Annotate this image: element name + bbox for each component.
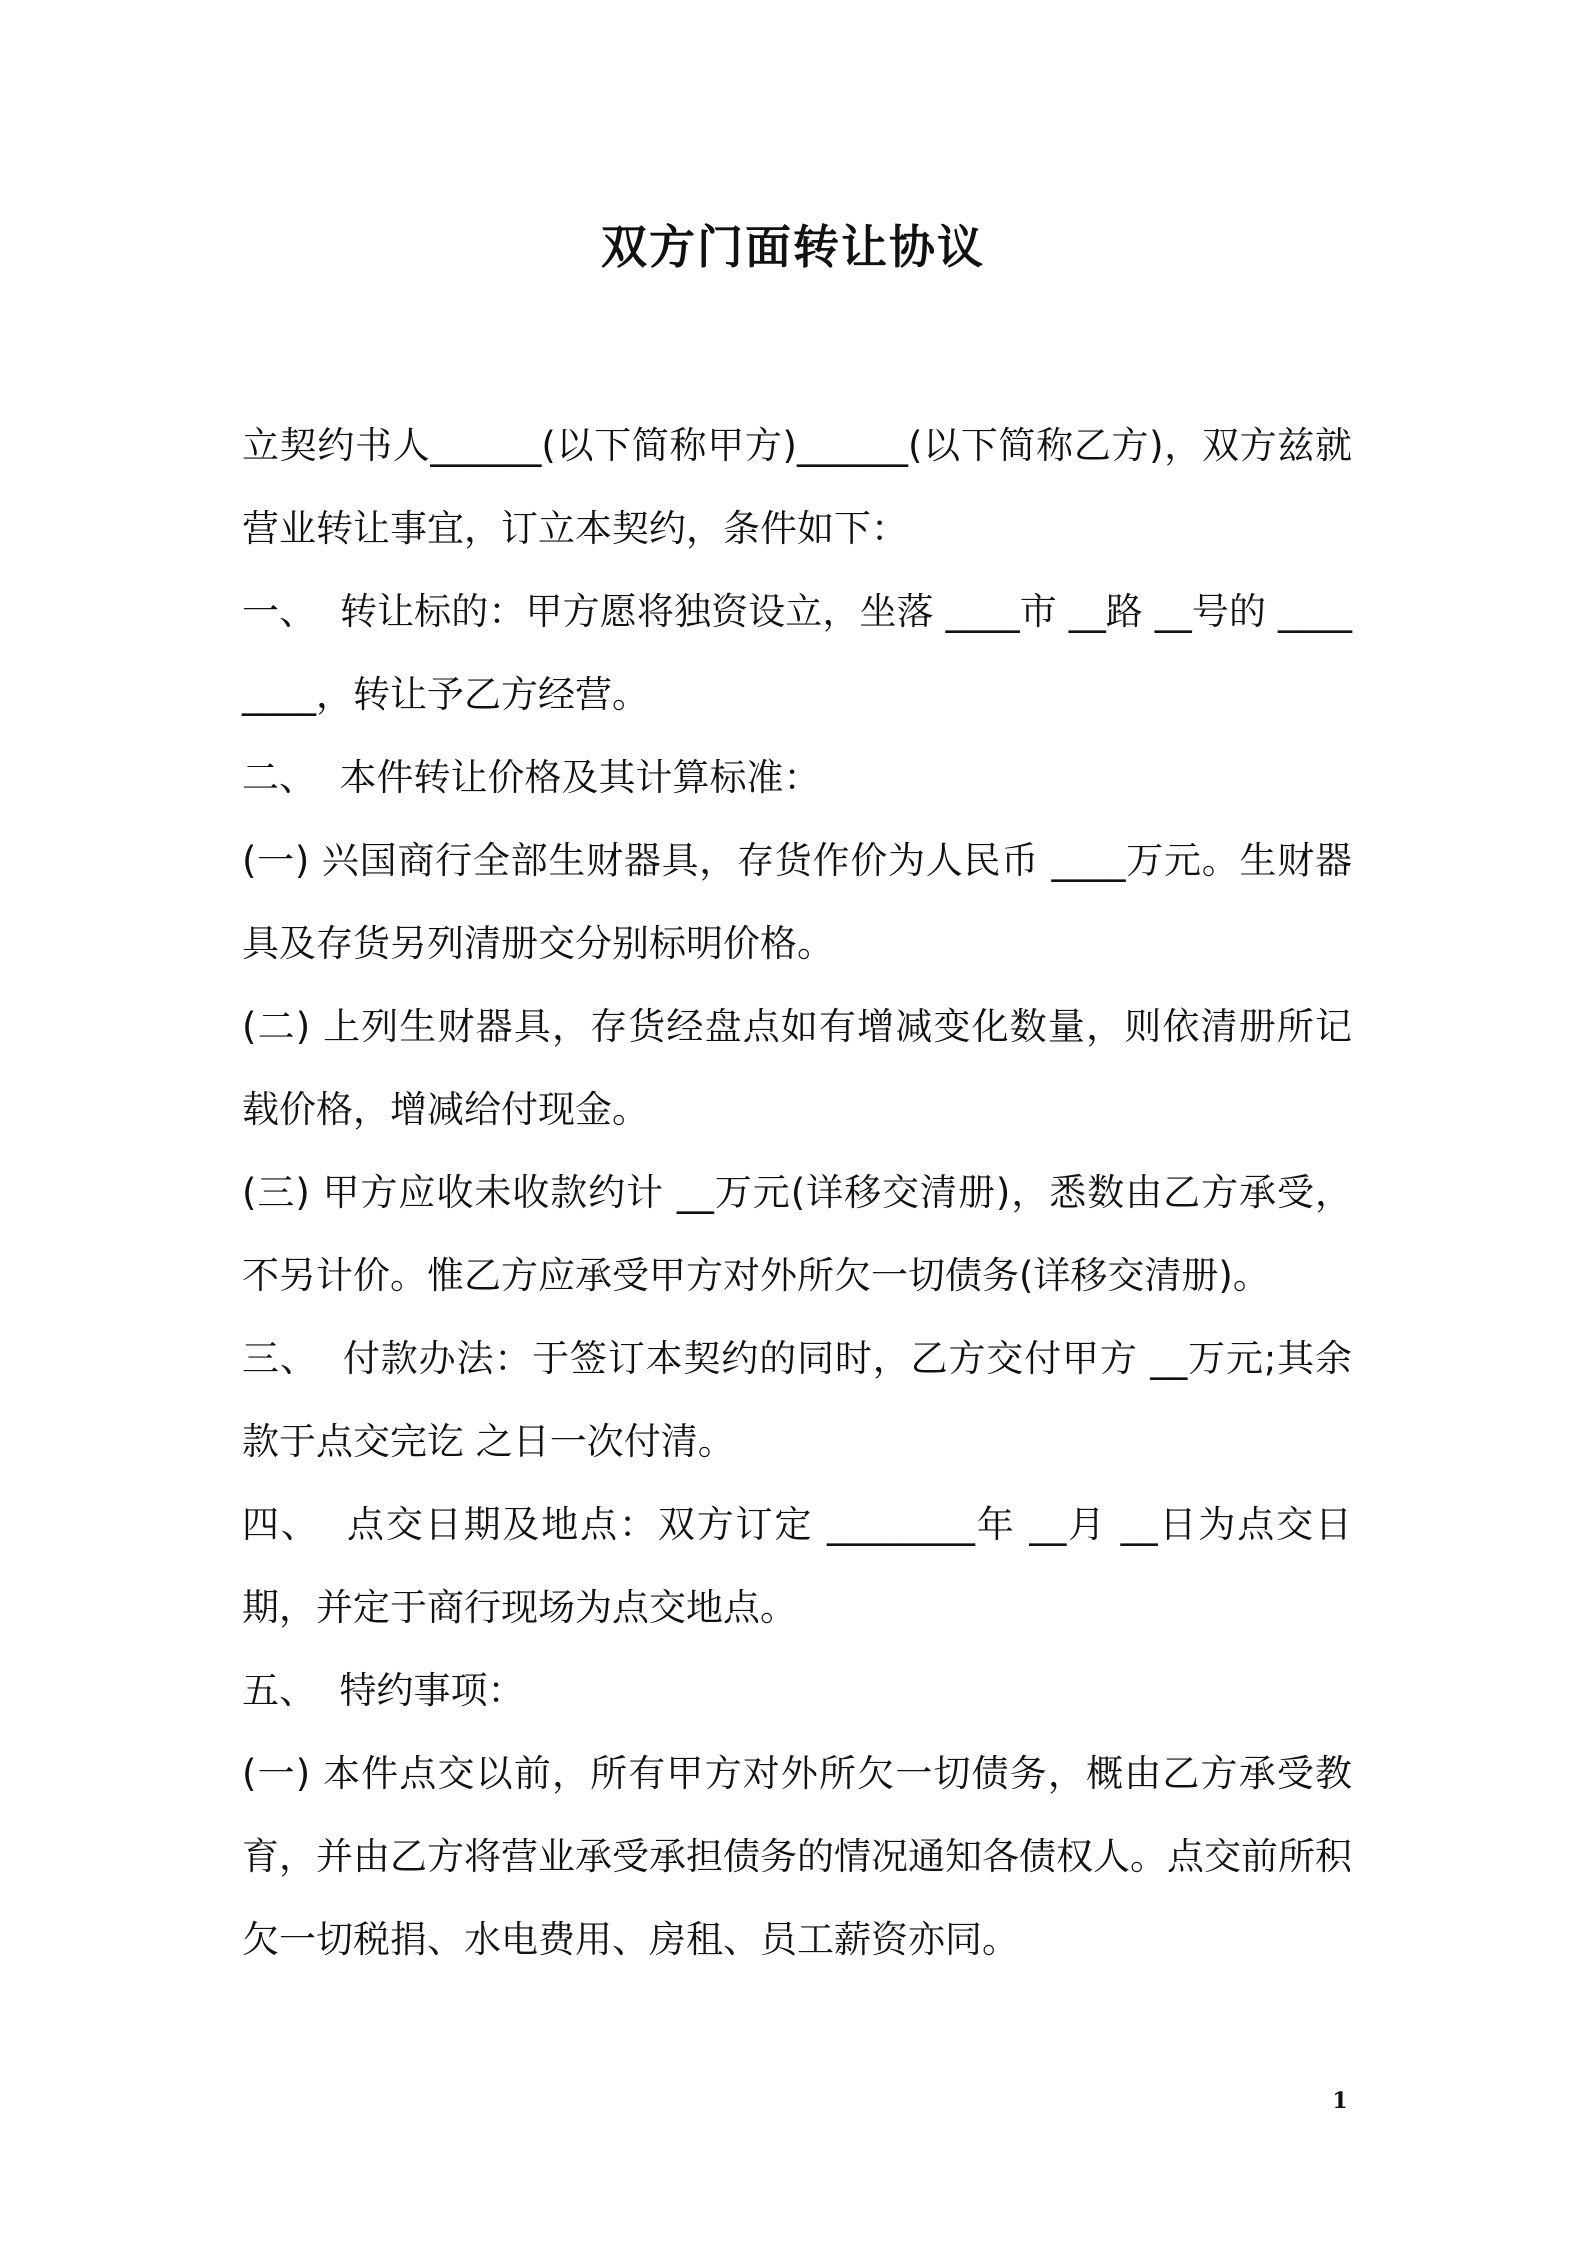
paragraph-clause-2-item-2: (二) 上列生财器具，存货经盘点如有增减变化数量，则依清册所记载价格，增减给付现金。	[242, 1005, 1352, 1131]
paragraph-clause-2: 二、 本件转让价格及其计算标准：	[242, 756, 821, 799]
page-number: 1	[1332, 2088, 1348, 2114]
paragraph-clause-4: 四、 点交日期及地点：双方订定 ________年 __月 __日为点交日期，并定于商行现场为点交地点。	[242, 1503, 1352, 1629]
paragraph-clause-5-item-1: (一) 本件点交以前，所有甲方对外所欠一切债务，概由乙方承受教育，并由乙方将营业承受承担债务的情况通知各债权人。点交前所积欠一切税捐、水电费用、房租、员工薪资亦同。	[242, 1752, 1352, 1961]
paragraph-clause-1: 一、 转让标的：甲方愿将独资设立，坐落 ____市 __路 __号的 ________，转让予乙方经营。	[242, 590, 1352, 716]
paragraph-clause-5: 五、 特约事项：	[242, 1669, 525, 1712]
paragraph-preamble: 立契约书人______(以下简称甲方)______(以下简称乙方)，双方兹就营业转让事宜，订立本契约，条件如下：	[242, 424, 1352, 550]
document-title: 双方门面转让协议	[601, 220, 985, 274]
document-body	[242, 404, 1352, 1981]
paragraph-clause-2-item-1: (一) 兴国商行全部生财器具，存货作价为人民币 ____万元。生财器具及存货另列清册交分别标明价格。	[242, 839, 1352, 965]
paragraph-clause-3: 三、 付款办法：于签订本契约的同时，乙方交付甲方 __万元;其余款于点交完讫 之日一次付清。	[242, 1337, 1352, 1463]
paragraph-clause-2-item-3: (三) 甲方应收未收款约计 __万元(详移交清册)，悉数由乙方承受，不另计价。惟乙方应承受甲方对外所欠一切债务(详移交清册)。	[242, 1171, 1352, 1297]
